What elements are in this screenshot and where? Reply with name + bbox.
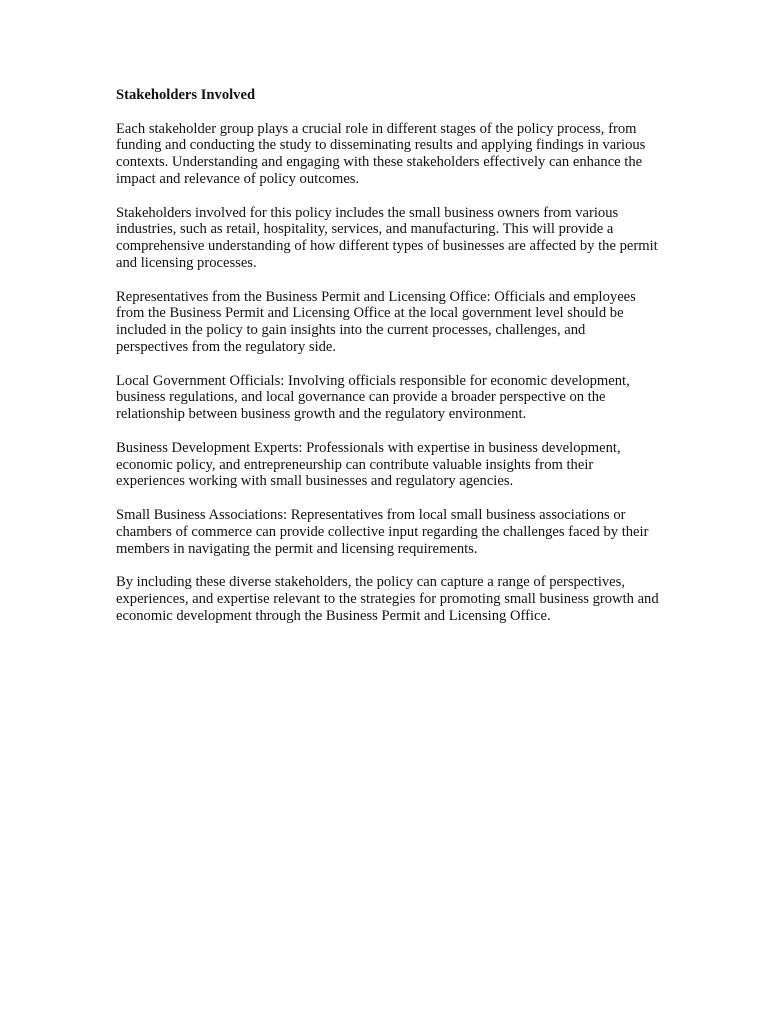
document-body (116, 87, 661, 641)
paragraph-intro: Each stakeholder group plays a crucial role in different stages of the policy process, from funding and conducting the study to disseminating results and applying findings in various contexts. Understanding and engaging with these stakeholders effectively can enhance the impact and relevance of policy outcomes. (116, 120, 646, 187)
paragraph-local-government-officials: Local Government Officials: Involving officials responsible for economic development, business regulations, and local governance can provide a broader perspective on the relationship between business growth and the regulatory environment. (116, 372, 630, 423)
paragraph-permit-office-representatives: Representatives from the Business Permit and Licensing Office: Officials and employees from the Business Permit and Licensing Office at the local government level should be included in the policy to gain insights into the current processes, challenges, and perspectives from the regulatory side. (116, 288, 636, 355)
section-heading: Stakeholders Involved (116, 87, 256, 103)
paragraph-small-business-owners: Stakeholders involved for this policy includes the small business owners from various industries, such as retail, hospitality, services, and manufacturing. This will provide a comprehensive understanding of how different types of businesses are affected by the permit and licensing processes. (116, 204, 658, 271)
paragraph-conclusion: By including these diverse stakeholders, the policy can capture a range of perspectives, experiences, and expertise relevant to the strategies for promoting small business growth and economic development through the Business Permit and Licensing Office. (116, 574, 659, 624)
paragraph-small-business-associations: Small Business Associations: Representatives from local small business associations or chambers of commerce can provide collective input regarding the challenges faced by their members in navigating the permit and licensing requirements. (116, 506, 649, 557)
paragraph-business-development-experts: Business Development Experts: Professionals with expertise in business development, economic policy, and entrepreneurship can contribute valuable insights from their experiences working with small businesses and regulatory agencies. (116, 439, 621, 490)
